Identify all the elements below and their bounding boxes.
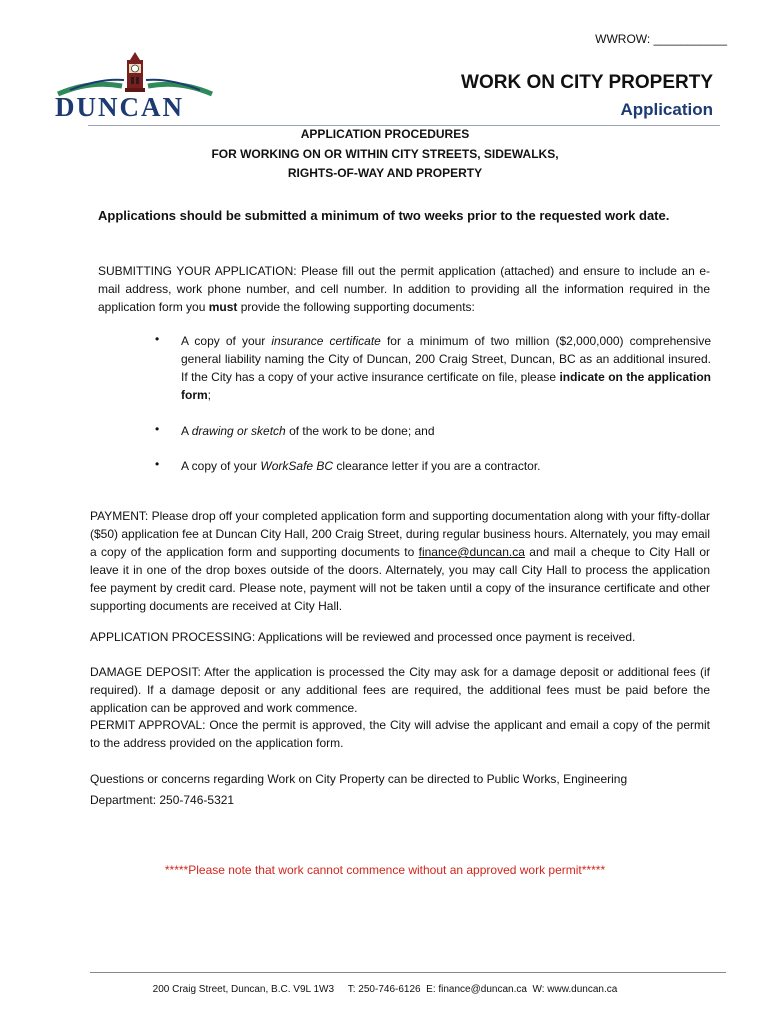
permit-approval-paragraph: PERMIT APPROVAL: Once the permit is approved, the City will advise the applicant and email a copy of the permit to the address provided on the application form. [90,718,710,750]
header-divider [88,125,720,126]
page-subtitle: Application [620,100,713,119]
questions-line-2: Department: 250-746-5321 [90,793,235,807]
permit-warning: *****Please note that work cannot commence without an approved work permit***** [164,863,606,877]
bullet-insurance: A copy of your insurance certificate for a minimum of two million ($2,000,000) comprehensive general liability naming the City of Duncan, 200 Craig Street, Duncan, BC as an additional insured. If the City has a copy of your active insurance certificate on file, please indicate on the application form; [181,334,711,402]
procedures-heading-3: RIGHTS-OF-WAY AND PROPERTY [287,166,483,180]
payment-paragraph: PAYMENT: Please drop off your completed application form and supporting documentation along with your fifty-dollar ($50) application fee at Duncan City Hall, 200 Craig Street, during regular business hours. Alternately, you may email a copy of the application form and supporting documents to finance@duncan.ca and mail a cheque to City Hall or leave it in one of the drop boxes outside of the doors. Alternately, you may call City Hall to process the application fee payment by credit card. Please note, payment will not be taken until a copy of the insurance certificate and other supporting documents are received at City Hall. [90,509,710,613]
procedures-heading-1: APPLICATION PROCEDURES [300,127,470,141]
submitting-paragraph: SUBMITTING YOUR APPLICATION: Please fill out the permit application (attached) and ensure to include an e-mail address, work phone number, and cell number. In addition to providing all the information required in the application form you must provide the following supporting documents: [98,264,710,314]
processing-paragraph: APPLICATION PROCESSING: Applications will be reviewed and processed once payment is received. [90,630,636,644]
bullet-icon: • [155,422,160,436]
bullet-worksafe: A copy of your WorkSafe BC clearance letter if you are a contractor. [181,459,541,473]
bullet-icon: • [155,332,160,346]
logo-text: DUNCAN [55,92,184,122]
footer-divider [90,972,726,973]
footer-contact: 200 Craig Street, Duncan, B.C. V9L 1W3 T: 250-746-6126 E: finance@duncan.ca W: www.duncan.ca [152,984,618,995]
finance-email-link[interactable]: finance@duncan.ca [418,545,525,559]
bullet-drawing: A drawing or sketch of the work to be done; and [181,424,435,438]
bullet-icon: • [155,457,160,471]
damage-deposit-paragraph: DAMAGE DEPOSIT: After the application is processed the City may ask for a damage deposit or additional fees (if required). If a damage deposit or any additional fees are required, the additional fees must be paid before the application can be approved and work commence. [90,665,710,715]
questions-line-1: Questions or concerns regarding Work on City Property can be directed to Public Works, Engineering [90,772,628,786]
procedures-heading-2: FOR WORKING ON OR WITHIN CITY STREETS, SIDEWALKS, [211,147,559,161]
wwrow-field: WWROW: ___________ [595,32,727,46]
intro-notice: Applications should be submitted a minimum of two weeks prior to the requested work date. [98,208,670,223]
page-title: WORK ON CITY PROPERTY [461,72,713,93]
